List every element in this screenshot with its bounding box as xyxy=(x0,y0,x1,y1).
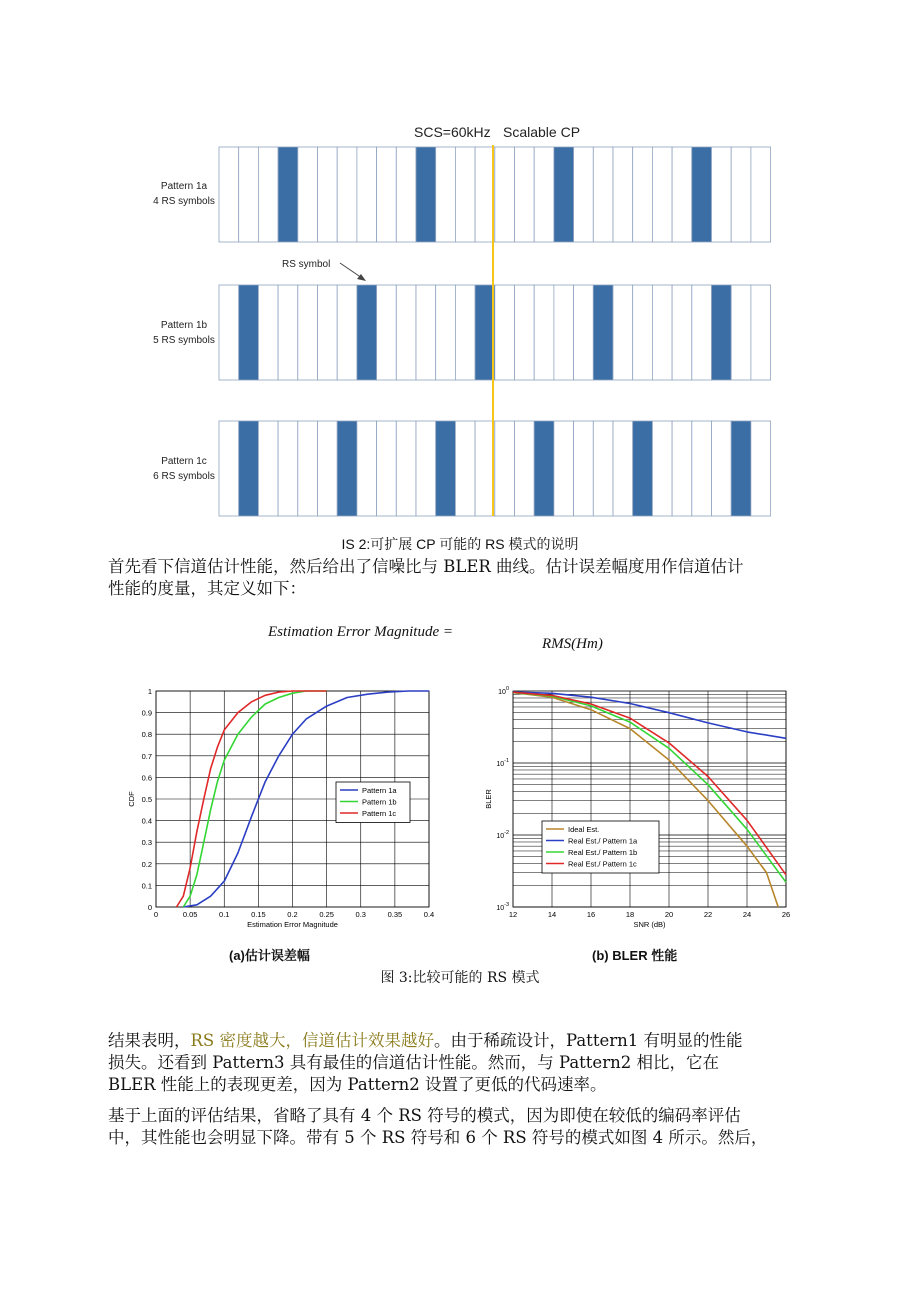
y-tick-label: 0.5 xyxy=(141,795,152,804)
data-symbol-cell xyxy=(692,285,712,380)
figure2-caption: IS 2:可扩展 CP 可能的 RS 模式的说明 xyxy=(341,536,579,552)
x-tick-label: 0.15 xyxy=(251,910,266,919)
data-symbol-cell xyxy=(534,285,554,380)
y-axis-label: BLER xyxy=(484,789,493,809)
y-tick-label: 0.8 xyxy=(141,730,152,740)
y-tick-label: 1 xyxy=(147,687,152,696)
legend-entry: Real Est./ Pattern 1b xyxy=(568,848,638,857)
plot-area xyxy=(513,691,786,907)
data-symbol-cell xyxy=(692,421,712,516)
data-symbol-cell xyxy=(751,147,771,242)
y-tick-label: $10^{-3}$ xyxy=(496,902,509,912)
body-text: 。由于稀疏设计，Pattern1 有明显的性能 xyxy=(433,1031,743,1050)
figure-title-scs: SCS=60kHz xyxy=(414,124,491,140)
data-symbol-cell xyxy=(455,285,475,380)
data-symbol-cell xyxy=(396,285,416,380)
data-symbol-cell xyxy=(731,285,751,380)
rs-symbol-cell xyxy=(692,147,712,242)
x-axis-label: Estimation Error Magnitude xyxy=(247,920,338,929)
y-tick-label: 0.9 xyxy=(141,708,152,718)
x-tick-label: 12 xyxy=(508,910,518,919)
data-symbol-cell xyxy=(416,421,436,516)
data-symbol-cell xyxy=(652,421,672,516)
data-symbol-cell xyxy=(219,421,239,516)
data-symbol-cell xyxy=(652,147,672,242)
rs-symbol-cell xyxy=(712,285,732,380)
rs-symbol-cell xyxy=(239,285,259,380)
data-symbol-cell xyxy=(495,421,515,516)
data-symbol-cell xyxy=(377,147,397,242)
legend-entry: Pattern 1c xyxy=(362,809,397,818)
data-symbol-cell xyxy=(455,421,475,516)
data-symbol-cell xyxy=(672,421,692,516)
legend-entry: Pattern 1b xyxy=(362,797,397,807)
y-tick-label: 0.6 xyxy=(141,773,152,783)
subcaption-b: (b) BLER 性能 xyxy=(592,948,678,963)
data-symbol-cell xyxy=(574,285,594,380)
data-symbol-cell xyxy=(633,147,653,242)
formula-lhs: Estimation Error Magnitude = xyxy=(268,624,453,640)
rs-symbol-cell xyxy=(534,421,554,516)
data-symbol-cell xyxy=(258,147,278,242)
y-tick-label: $10^0$ xyxy=(498,686,509,696)
data-symbol-cell xyxy=(593,147,613,242)
data-symbol-cell xyxy=(672,147,692,242)
figure-title-cp: Scalable CP xyxy=(503,124,581,140)
x-tick-label: 26 xyxy=(781,910,791,919)
pattern-1c-label: Pattern 1c xyxy=(161,456,207,467)
data-symbol-cell xyxy=(712,147,732,242)
rs-symbol-cell xyxy=(731,421,751,516)
data-symbol-cell xyxy=(712,421,732,516)
y-tick-label: 0.7 xyxy=(141,751,152,761)
cdf-chart xyxy=(118,680,448,935)
x-tick-label: 24 xyxy=(742,910,752,919)
data-symbol-cell xyxy=(357,421,377,516)
x-tick-label: 18 xyxy=(625,910,635,919)
y-tick-label: 0.3 xyxy=(141,838,152,848)
intro-line: 性能的度量，其定义如下： xyxy=(108,579,306,598)
legend-entry: Real Est./ Pattern 1a xyxy=(568,836,638,846)
rs-symbol-cell xyxy=(416,147,436,242)
data-symbol-cell xyxy=(298,147,318,242)
data-symbol-cell xyxy=(751,285,771,380)
data-symbol-cell xyxy=(436,147,456,242)
x-tick-label: 0.1 xyxy=(219,910,230,919)
y-tick-label: 0 xyxy=(147,903,152,912)
bler-chart xyxy=(476,680,806,935)
data-symbol-cell xyxy=(318,421,338,516)
rs-symbol-callout: RS symbol xyxy=(282,259,331,270)
data-symbol-cell xyxy=(436,285,456,380)
rs-symbol-cell xyxy=(239,421,259,516)
data-symbol-cell xyxy=(416,285,436,380)
data-symbol-cell xyxy=(672,285,692,380)
data-symbol-cell xyxy=(278,421,298,516)
data-symbol-cell xyxy=(475,421,495,516)
pattern-1a-label: Pattern 1a xyxy=(160,181,208,192)
body-paragraph-2 xyxy=(108,1105,808,1149)
legend-entry: Pattern 1a xyxy=(362,786,397,795)
body-paragraph-1 xyxy=(108,1030,808,1096)
data-symbol-cell xyxy=(337,285,357,380)
data-symbol-cell xyxy=(554,285,574,380)
legend-entry: Ideal Est. xyxy=(568,825,600,834)
x-axis-label: SNR (dB) xyxy=(633,920,666,929)
rs-callout-arrow xyxy=(340,263,362,278)
data-symbol-cell xyxy=(574,147,594,242)
rs-symbol-cell xyxy=(593,285,613,380)
data-symbol-cell xyxy=(633,285,653,380)
data-symbol-cell xyxy=(396,147,416,242)
data-symbol-cell xyxy=(318,147,338,242)
legend-entry: Real Est./ Pattern 1c xyxy=(568,859,637,869)
x-tick-label: 22 xyxy=(703,910,713,919)
data-symbol-cell xyxy=(337,147,357,242)
body-text: 结果表明， xyxy=(108,1031,191,1050)
y-tick-label: $10^{-2}$ xyxy=(496,830,509,840)
x-tick-label: 0.3 xyxy=(355,910,366,919)
body-line: 损失。还看到 Pattern3 具有最佳的信道估计性能。然而，与 Pattern2 相比，它在 xyxy=(108,1053,719,1072)
body-line: 中，其性能也会明显下降。带有 5 个 RS 符号和 6 个 RS 符号的模式如图 4 所示。然后， xyxy=(108,1128,768,1147)
body-line: 基于上面的评估结果，省略了具有 4 个 RS 符号的模式，因为即使在较低的编码率评估 xyxy=(108,1106,741,1125)
y-tick-label: $10^{-1}$ xyxy=(496,758,509,768)
data-symbol-cell xyxy=(377,421,397,516)
data-symbol-cell xyxy=(515,421,535,516)
pattern-1a-sublabel: 4 RS symbols xyxy=(153,196,215,207)
rs-symbol-cell xyxy=(554,147,574,242)
rs-symbol-cell xyxy=(633,421,653,516)
y-axis-label: CDF xyxy=(127,791,136,807)
data-symbol-cell xyxy=(731,147,751,242)
data-symbol-cell xyxy=(278,285,298,380)
data-symbol-cell xyxy=(652,285,672,380)
formula-rhs: RMS(Hm) xyxy=(542,636,603,652)
intro-line: 首先看下信道估计性能，然后给出了信噪比与 BLER 曲线。估计误差幅度用作信道估计 xyxy=(108,557,744,576)
data-symbol-cell xyxy=(613,285,633,380)
rs-symbol-cell xyxy=(337,421,357,516)
x-tick-label: 0.25 xyxy=(319,910,334,919)
data-symbol-cell xyxy=(239,147,259,242)
rs-pattern-figure xyxy=(0,0,920,560)
data-symbol-cell xyxy=(298,421,318,516)
x-tick-label: 0.35 xyxy=(387,910,403,919)
x-tick-label: 0.05 xyxy=(182,910,198,919)
x-tick-label: 0.2 xyxy=(287,910,298,919)
body-line: BLER 性能上的表现更差，因为 Pattern2 设置了更低的代码速率。 xyxy=(108,1075,607,1094)
data-symbol-cell xyxy=(495,147,515,242)
data-symbol-cell xyxy=(357,147,377,242)
data-symbol-cell xyxy=(515,147,535,242)
rs-symbol-cell xyxy=(357,285,377,380)
x-tick-label: 0 xyxy=(153,910,159,919)
rs-grids xyxy=(219,147,771,516)
x-tick-label: 14 xyxy=(547,910,557,919)
data-symbol-cell xyxy=(475,147,495,242)
y-tick-label: 0.2 xyxy=(141,859,152,869)
highlighted-text: RS 密度越大，信道估计效果越好 xyxy=(190,1031,434,1050)
rs-symbol-cell xyxy=(475,285,495,380)
data-symbol-cell xyxy=(377,285,397,380)
pattern-1b-sublabel: 5 RS symbols xyxy=(153,335,215,346)
data-symbol-cell xyxy=(554,421,574,516)
pattern-1c-sublabel: 6 RS symbols xyxy=(153,471,215,482)
data-symbol-cell xyxy=(515,285,535,380)
data-symbol-cell xyxy=(396,421,416,516)
x-tick-label: 16 xyxy=(586,910,596,919)
body-line xyxy=(108,1030,808,1052)
data-symbol-cell xyxy=(534,147,554,242)
data-symbol-cell xyxy=(298,285,318,380)
data-symbol-cell xyxy=(574,421,594,516)
data-symbol-cell xyxy=(593,421,613,516)
data-symbol-cell xyxy=(318,285,338,380)
x-tick-label: 20 xyxy=(664,910,674,919)
data-symbol-cell xyxy=(219,147,239,242)
pattern-1b-label: Pattern 1b xyxy=(160,320,208,331)
data-symbol-cell xyxy=(455,147,475,242)
data-symbol-cell xyxy=(613,421,633,516)
intro-paragraph xyxy=(108,556,808,600)
subcaption-a: (a)估计误差幅 xyxy=(229,948,310,963)
data-symbol-cell xyxy=(495,285,515,380)
x-tick-label: 0.4 xyxy=(423,910,435,919)
data-symbol-cell xyxy=(751,421,771,516)
data-symbol-cell xyxy=(258,421,278,516)
rs-symbol-cell xyxy=(278,147,298,242)
rs-symbol-cell xyxy=(436,421,456,516)
data-symbol-cell xyxy=(613,147,633,242)
data-symbol-cell xyxy=(258,285,278,380)
y-tick-label: 0.1 xyxy=(141,881,152,891)
data-symbol-cell xyxy=(219,285,239,380)
y-tick-label: 0.4 xyxy=(141,816,152,826)
figure3-caption: 图 3:比较可能的 RS 模式 xyxy=(380,970,540,986)
